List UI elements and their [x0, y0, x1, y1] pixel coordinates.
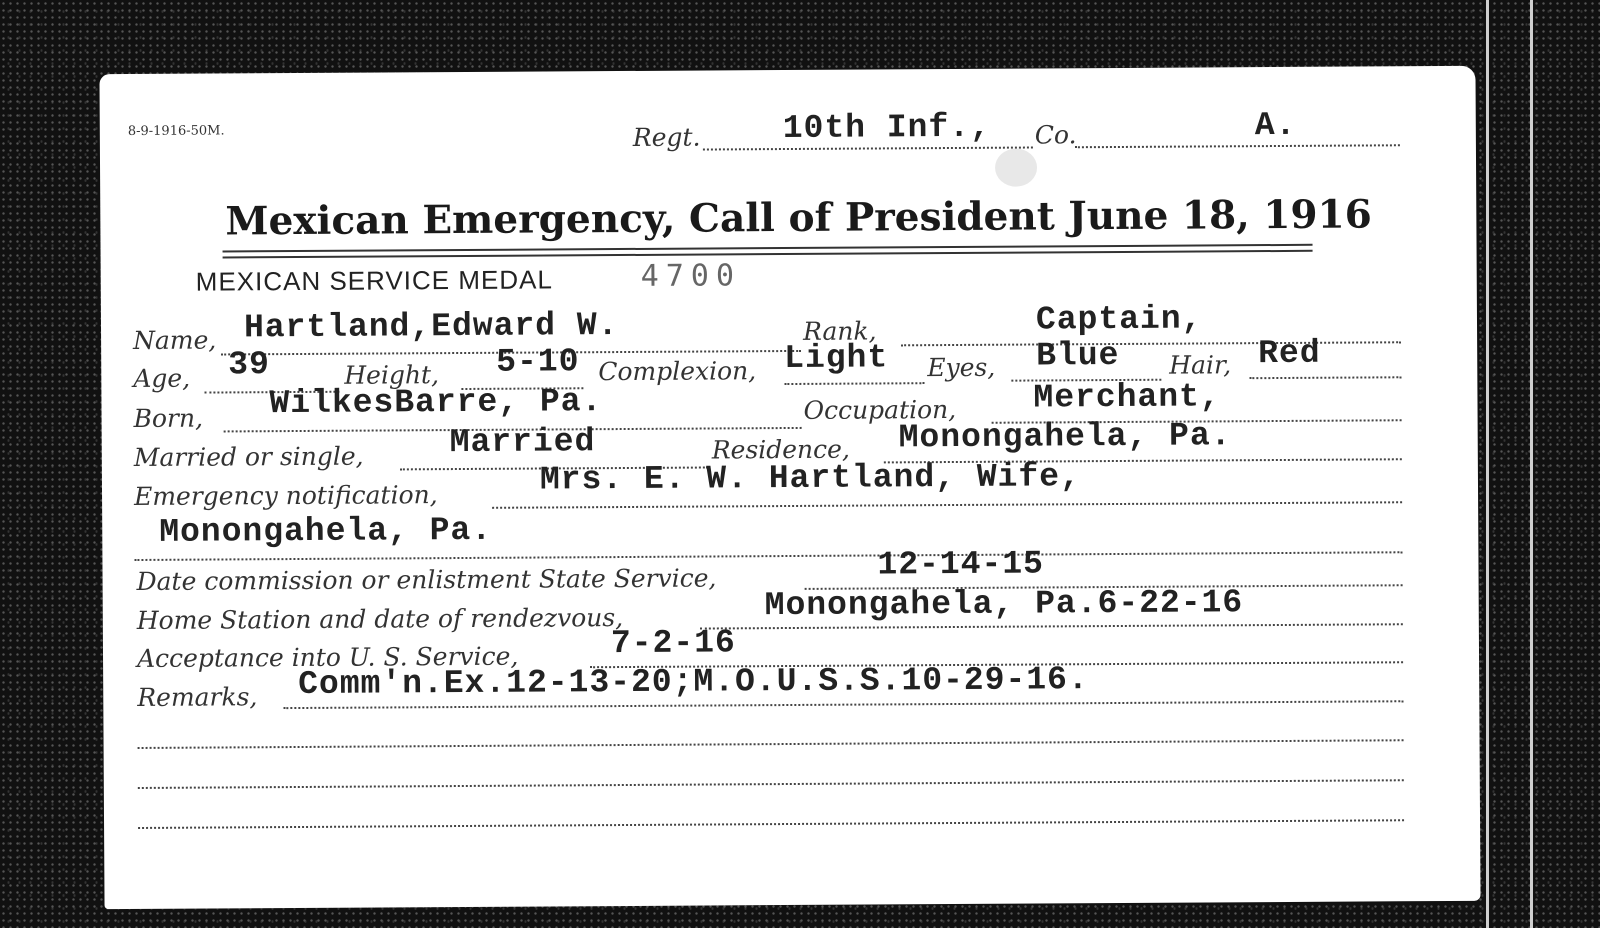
service-record-card: [99, 66, 1480, 909]
emergency-label: Emergency notification,: [133, 480, 438, 512]
residence-value: Monongahela, Pa.: [898, 417, 1232, 457]
regt-label: Regt.: [632, 122, 701, 152]
acceptance-value: 7-2-16: [610, 624, 736, 663]
commission-value: 12-14-15: [877, 545, 1045, 584]
acceptance-label: Acceptance into U. S. Service,: [136, 641, 519, 673]
regt-value: 10th Inf.,: [782, 108, 991, 148]
emergency-line: [492, 501, 1402, 509]
co-value: A.: [1254, 106, 1297, 145]
emergency-line-2: [134, 551, 1402, 561]
medal-stamp: MEXICAN SERVICE MEDAL: [195, 264, 553, 297]
hair-line: [1249, 376, 1401, 379]
hair-label: Hair,: [1169, 350, 1232, 380]
remarks-line-4: [138, 819, 1404, 829]
form-number: 8-9-1916-50M.: [127, 123, 225, 140]
emergency-value-line1: Mrs. E. W. Hartland, Wife,: [539, 458, 1081, 499]
commission-label: Date commission or enlistment State Service,: [136, 563, 717, 596]
hair-value: Red: [1258, 334, 1321, 373]
age-value: 39: [228, 346, 270, 384]
marital-label: Married or single,: [133, 441, 364, 473]
complexion-line: [784, 382, 924, 385]
marital-value: Married: [449, 423, 596, 462]
home-label: Home Station and date of rendezvous,: [136, 603, 624, 635]
remarks-line-3: [138, 779, 1404, 789]
card-title: Mexican Emergency, Call of President June 18, 1916: [225, 191, 1373, 245]
ink-smudge: [995, 148, 1037, 186]
co-label: Co.: [1034, 120, 1077, 150]
born-label: Born,: [133, 403, 204, 434]
regt-line: [703, 147, 1033, 151]
film-rail-right: [1530, 0, 1533, 928]
complexion-value: Light: [784, 339, 889, 378]
remarks-value: Comm'n.Ex.12-13-20;M.O.U.S.S.10-29-16.: [298, 661, 1089, 704]
born-value: WilkesBarre, Pa.: [269, 383, 603, 423]
rank-value: Captain,: [1035, 300, 1203, 339]
eyes-label: Eyes,: [927, 352, 996, 383]
residence-label: Residence,: [711, 434, 850, 465]
home-line: [700, 623, 1403, 629]
co-line: [1075, 144, 1400, 148]
remarks-label: Remarks,: [137, 682, 258, 712]
rank-label: Rank,: [802, 316, 877, 346]
complexion-label: Complexion,: [598, 356, 757, 387]
medal-number: 4700: [640, 258, 742, 294]
home-value: Monongahela, Pa.6-22-16: [764, 584, 1244, 625]
occupation-value: Merchant,: [1033, 378, 1221, 417]
name-label: Name,: [133, 325, 217, 356]
age-label: Age,: [133, 363, 191, 394]
film-rail-left: [1486, 0, 1489, 928]
name-value: Hartland,Edward W.: [243, 307, 619, 347]
emergency-value-line2: Monongahela, Pa.: [159, 511, 493, 551]
rank-line: [901, 341, 1401, 346]
eyes-value: Blue: [1036, 336, 1120, 375]
height-label: Height,: [344, 360, 440, 390]
occupation-label: Occupation,: [803, 394, 957, 425]
height-value: 5-10: [496, 343, 580, 381]
remarks-line-2: [138, 739, 1404, 749]
